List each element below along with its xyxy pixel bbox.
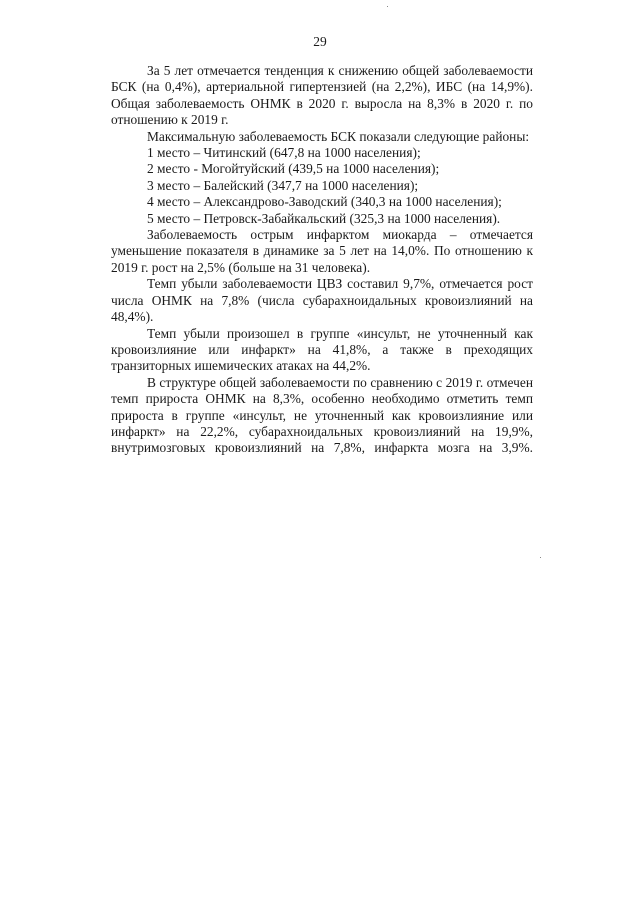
scan-speck	[540, 557, 541, 558]
district-rank-1: 1 место – Читинский (647,8 на 1000 населения);	[147, 145, 421, 161]
paragraph-cvd-decline: Темп убыли заболеваемости ЦВЗ составил 9,7%, отмечается рост числа ОНМК на 7,8% (числа субарахноидальных кровоизлияний на 48,4%).	[111, 276, 533, 325]
scan-speck	[387, 6, 388, 7]
paragraph-districts-intro: Максимальную заболеваемость БСК показали следующие районы:	[147, 128, 530, 144]
district-rank-2: 2 место - Могойтуйский (439,5 на 1000 населения);	[147, 161, 440, 177]
district-rank-4: 4 место – Александрово-Заводский (340,3 на 1000 населения);	[147, 194, 502, 210]
page-number: 29	[313, 34, 327, 49]
paragraph-stroke-group-decline: Темп убыли произошел в группе «инсульт, не уточненный как кровоизлияние или инфаркт» на 41,8%, а также в преходящих транзиторных ишемических атаках на 44,2%.	[111, 325, 533, 374]
district-rank-5: 5 место – Петровск-Забайкальский (325,3 на 1000 населения).	[147, 210, 501, 226]
paragraph-myocardial-infarction: Заболеваемость острым инфарктом миокарда – отмечается уменьшение показателя в динамике за 5 лет на 14,0%. По отношению к 2019 г. рост на 2,5% (больше на 31 человека).	[111, 227, 533, 275]
paragraph-bsk-trend: За 5 лет отмечается тенденция к снижению общей заболеваемости БСК (на 0,4%), артериальной гипертензией (на 2,2%), ИБС (на 14,9%). Общая заболеваемость ОНМК в 2020 г. выросла на 8,3% в 2020 г. по отношению к 2019 г.	[111, 63, 533, 128]
district-rank-3: 3 место – Балейский (347,7 на 1000 населения);	[147, 177, 419, 193]
paragraph-structure-growth: В структуре общей заболеваемости по сравнению с 2019 г. отмечен темп прироста ОНМК на 8,3%, особенно необходимо отметить темп прироста в группе «инсульт, не уточненный как кровоизлияние или инфаркт» на 22,2%, субарахноидальных кровоизлияний на 19,9%, внутримозговых кровоизлияний на 7,8%, инфаркта мозга на 3,9%.	[111, 374, 533, 456]
document-body	[111, 63, 533, 457]
